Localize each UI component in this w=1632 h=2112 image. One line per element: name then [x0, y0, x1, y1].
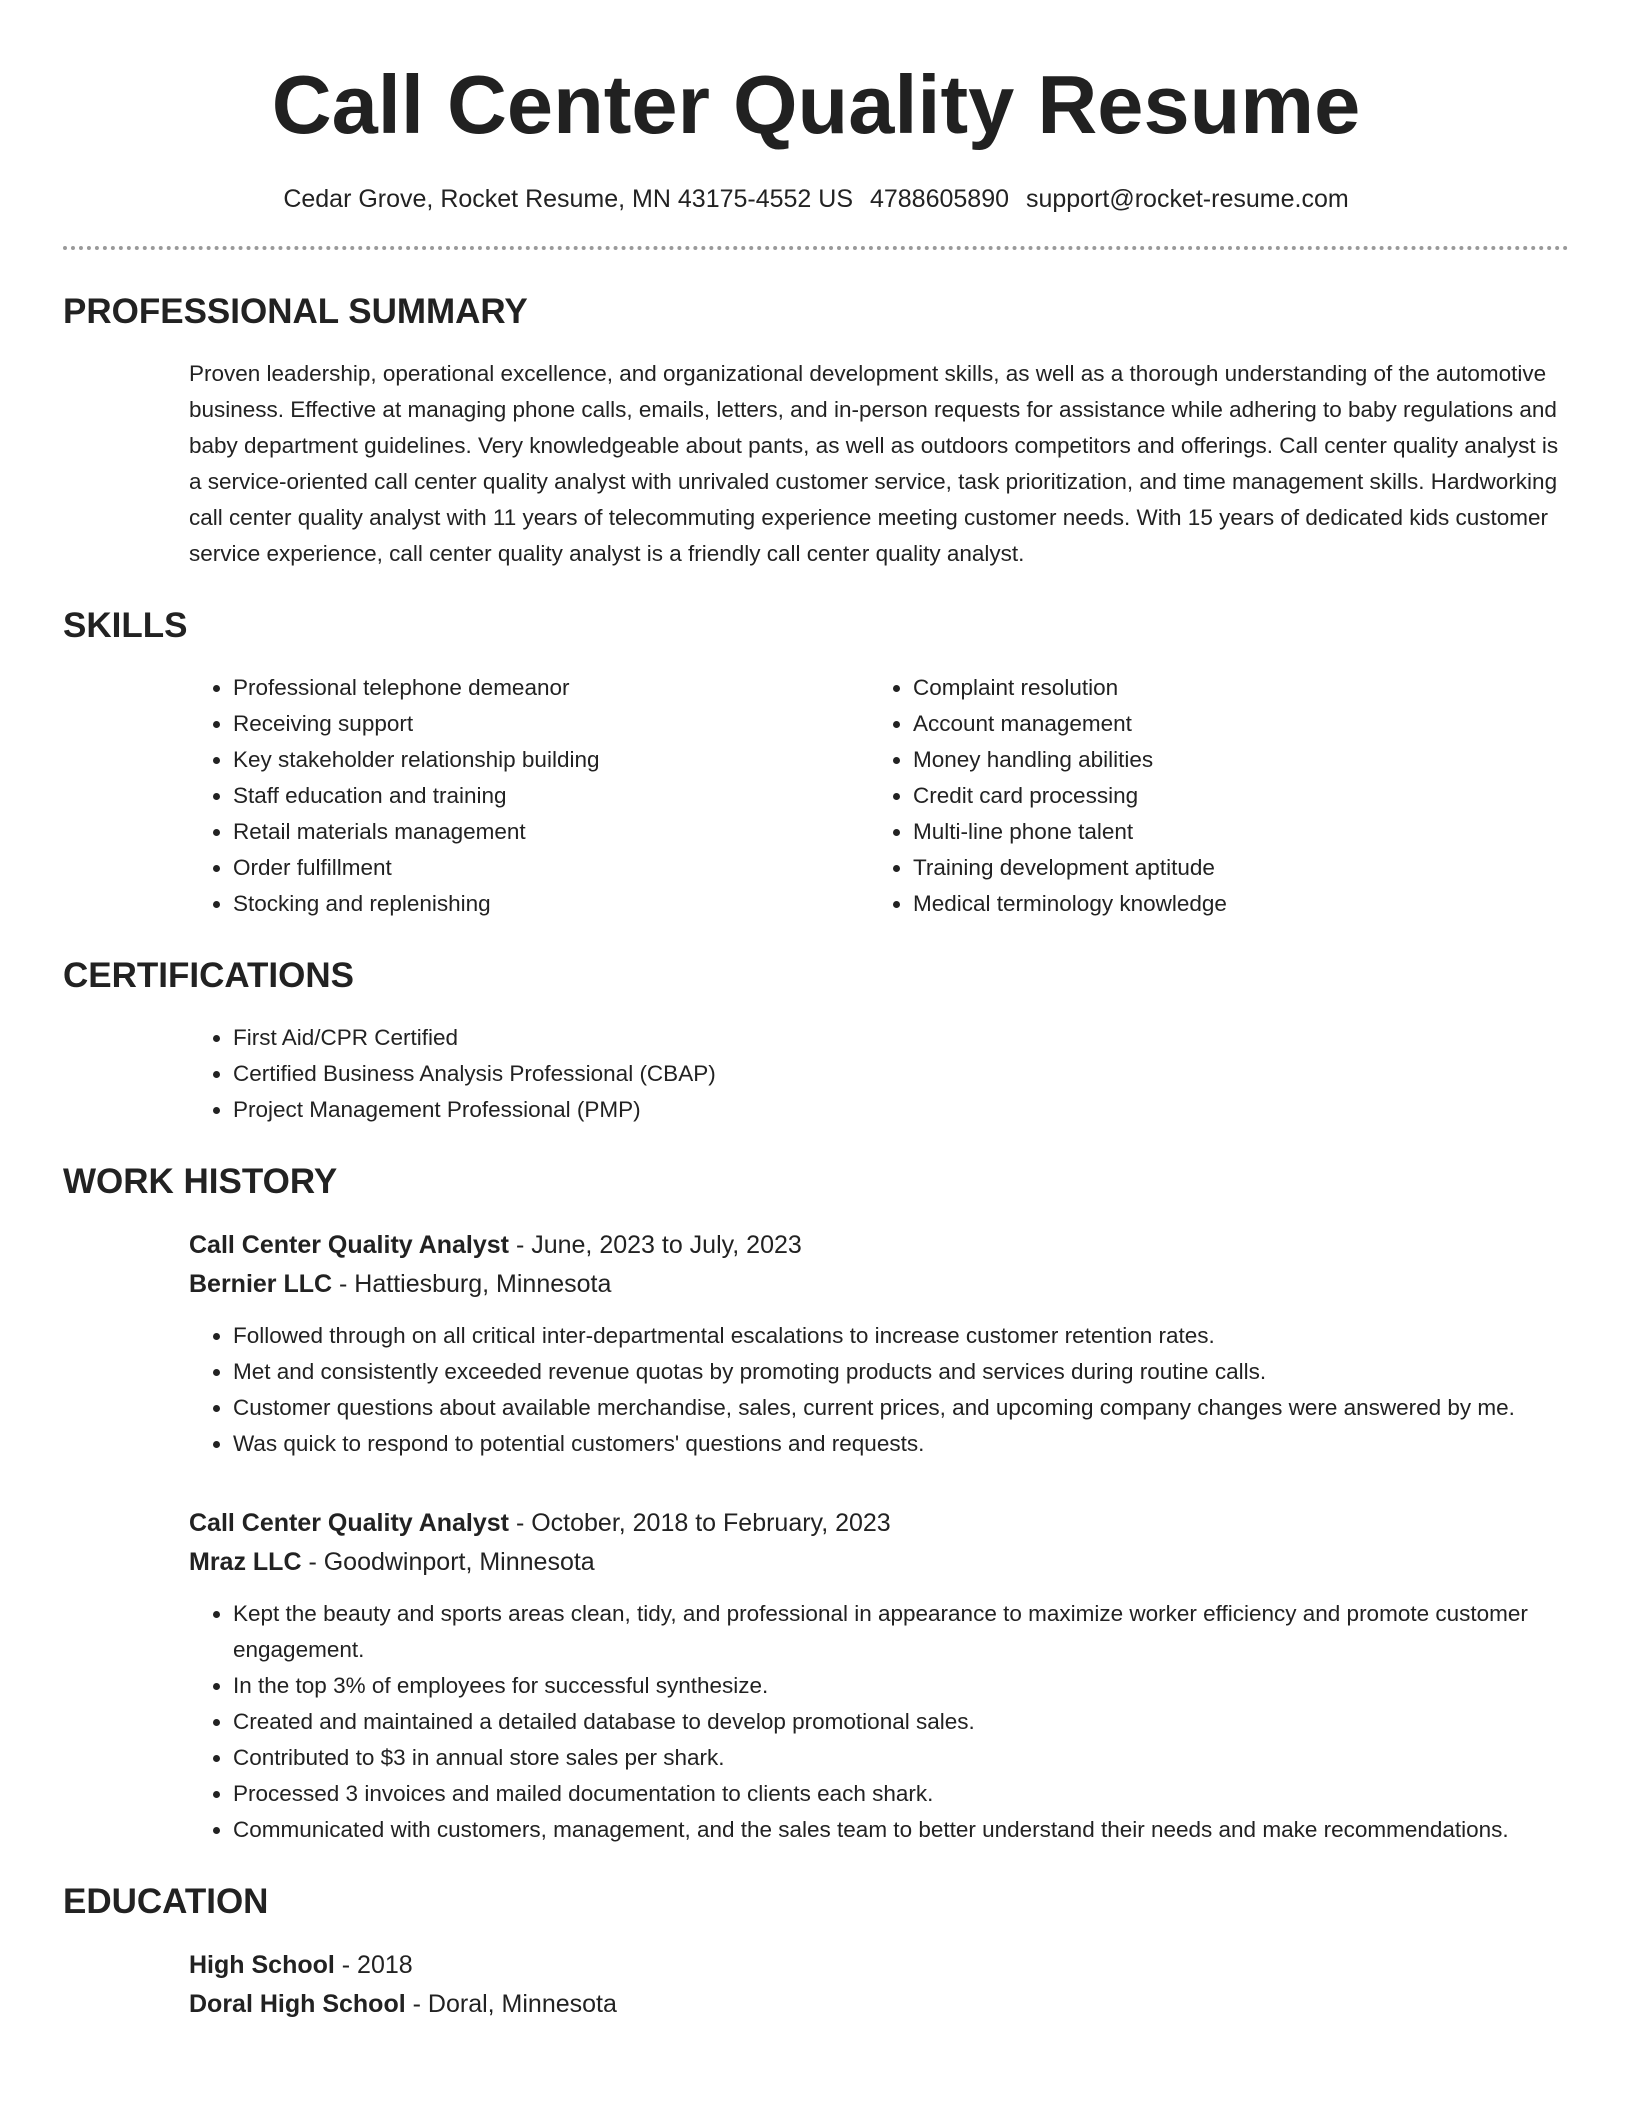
- contact-phone: 4788605890: [869, 185, 1010, 213]
- education-degree-line: [189, 1946, 1569, 1985]
- job-company: Mraz LLC: [189, 1548, 302, 1576]
- job-bullet: • In the top 3% of employees for successful synthesize.: [233, 1668, 1569, 1704]
- certifications-list: [189, 1020, 1569, 1128]
- work-history-section: [63, 1160, 1569, 1848]
- skill-item: • Receiving support: [233, 706, 869, 742]
- education-entry: [189, 1946, 1569, 2024]
- job-location: - Goodwinport, Minnesota: [301, 1548, 595, 1576]
- job-title-line: [189, 1226, 1569, 1265]
- skills-list: [189, 670, 1569, 922]
- job-title: Call Center Quality Analyst: [189, 1231, 509, 1259]
- education-school-line: [189, 1985, 1569, 2024]
- skill-item: • Training development aptitude: [913, 850, 1549, 886]
- skill-item: • Key stakeholder relationship building: [233, 742, 869, 778]
- skill-item: • Complaint resolution: [913, 670, 1549, 706]
- education-degree: High School: [189, 1951, 335, 1979]
- header-divider: [63, 246, 1569, 250]
- certification-item: • First Aid/CPR Certified: [233, 1020, 1569, 1056]
- certification-item: • Project Management Professional (PMP): [233, 1092, 1569, 1128]
- job-bullet: • Followed through on all critical inter-departmental escalations to increase customer retention rates.: [233, 1318, 1569, 1354]
- contact-line: [63, 182, 1569, 216]
- job-bullet: • Created and maintained a detailed database to develop promotional sales.: [233, 1704, 1569, 1740]
- skill-item: • Professional telephone demeanor: [233, 670, 869, 706]
- job-title: Call Center Quality Analyst: [189, 1509, 509, 1537]
- work-history-heading: WORK HISTORY: [63, 1162, 338, 1201]
- resume-title: Call Center Quality Resume: [271, 58, 1361, 151]
- job-location: - Hattiesburg, Minnesota: [332, 1270, 612, 1298]
- contact-address: Cedar Grove, Rocket Resume, MN 43175-4552 US: [283, 185, 854, 213]
- contact-email[interactable]: support@rocket-resume.com: [1025, 185, 1349, 213]
- education-school: Doral High School: [189, 1990, 406, 2018]
- skills-section: [63, 604, 1569, 922]
- job-dates: - October, 2018 to February, 2023: [509, 1509, 891, 1537]
- skill-item: • Stocking and replenishing: [233, 886, 869, 922]
- job-bullet: • Kept the beauty and sports areas clean, tidy, and professional in appearance to maximize worker efficiency and promote customer engagement.: [233, 1596, 1569, 1668]
- skills-heading: SKILLS: [63, 606, 188, 645]
- skill-item: • Money handling abilities: [913, 742, 1549, 778]
- job-bullets: [189, 1596, 1569, 1848]
- resume-header: [63, 0, 1569, 216]
- education-section: [63, 1880, 1569, 2024]
- education-heading: EDUCATION: [63, 1882, 269, 1921]
- skill-item: • Multi-line phone talent: [913, 814, 1549, 850]
- summary-text: Proven leadership, operational excellence, and organizational development skills, as well as a thorough understanding of the automotive business. Effective at managing phone calls, emails, letters, and in-person requests for assistance while adhering to baby regulations and baby department guidelines. Very knowledgeable about pants, as well as outdoors competitors and offerings. Call center quality analyst is a service-oriented call center quality analyst with unrivaled customer service, task prioritization, and time management skills. Hardworking call center quality analyst with 11 years of telecommuting experience meeting customer needs. With 15 years of dedicated kids customer service experience, call center quality analyst is a friendly call center quality analyst.: [189, 361, 1559, 566]
- job-bullets: [189, 1318, 1569, 1462]
- certifications-section: [63, 954, 1569, 1128]
- skills-column-left: [189, 670, 869, 922]
- job-bullet: • Was quick to respond to potential customers' questions and requests.: [233, 1426, 1569, 1462]
- job-company-line: [189, 1543, 1569, 1582]
- job-bullet: • Communicated with customers, management, and the sales team to better understand their needs and make recommendations.: [233, 1812, 1569, 1848]
- skill-item: • Account management: [913, 706, 1549, 742]
- education-location: - Doral, Minnesota: [405, 1990, 617, 2018]
- job-bullet: • Customer questions about available merchandise, sales, current prices, and upcoming company changes were answered by me.: [233, 1390, 1569, 1426]
- skills-column-right: [869, 670, 1549, 922]
- certifications-heading: CERTIFICATIONS: [63, 956, 355, 995]
- job-bullet: • Met and consistently exceeded revenue quotas by promoting products and services during routine calls.: [233, 1354, 1569, 1390]
- skill-item: • Retail materials management: [233, 814, 869, 850]
- summary-section: [63, 290, 1569, 572]
- skill-item: • Order fulfillment: [233, 850, 869, 886]
- job-dates: - June, 2023 to July, 2023: [509, 1231, 802, 1259]
- job-title-line: [189, 1504, 1569, 1543]
- job-bullet: • Contributed to $3 in annual store sales per shark.: [233, 1740, 1569, 1776]
- certification-item: • Certified Business Analysis Professional (CBAP): [233, 1056, 1569, 1092]
- job-entry: [189, 1226, 1569, 1462]
- job-entry: [189, 1504, 1569, 1848]
- summary-heading: PROFESSIONAL SUMMARY: [63, 292, 528, 331]
- skill-item: • Credit card processing: [913, 778, 1549, 814]
- job-bullet: • Processed 3 invoices and mailed documentation to clients each shark.: [233, 1776, 1569, 1812]
- job-company: Bernier LLC: [189, 1270, 333, 1298]
- job-company-line: [189, 1265, 1569, 1304]
- education-year: - 2018: [334, 1951, 413, 1979]
- skill-item: • Staff education and training: [233, 778, 869, 814]
- skill-item: • Medical terminology knowledge: [913, 886, 1549, 922]
